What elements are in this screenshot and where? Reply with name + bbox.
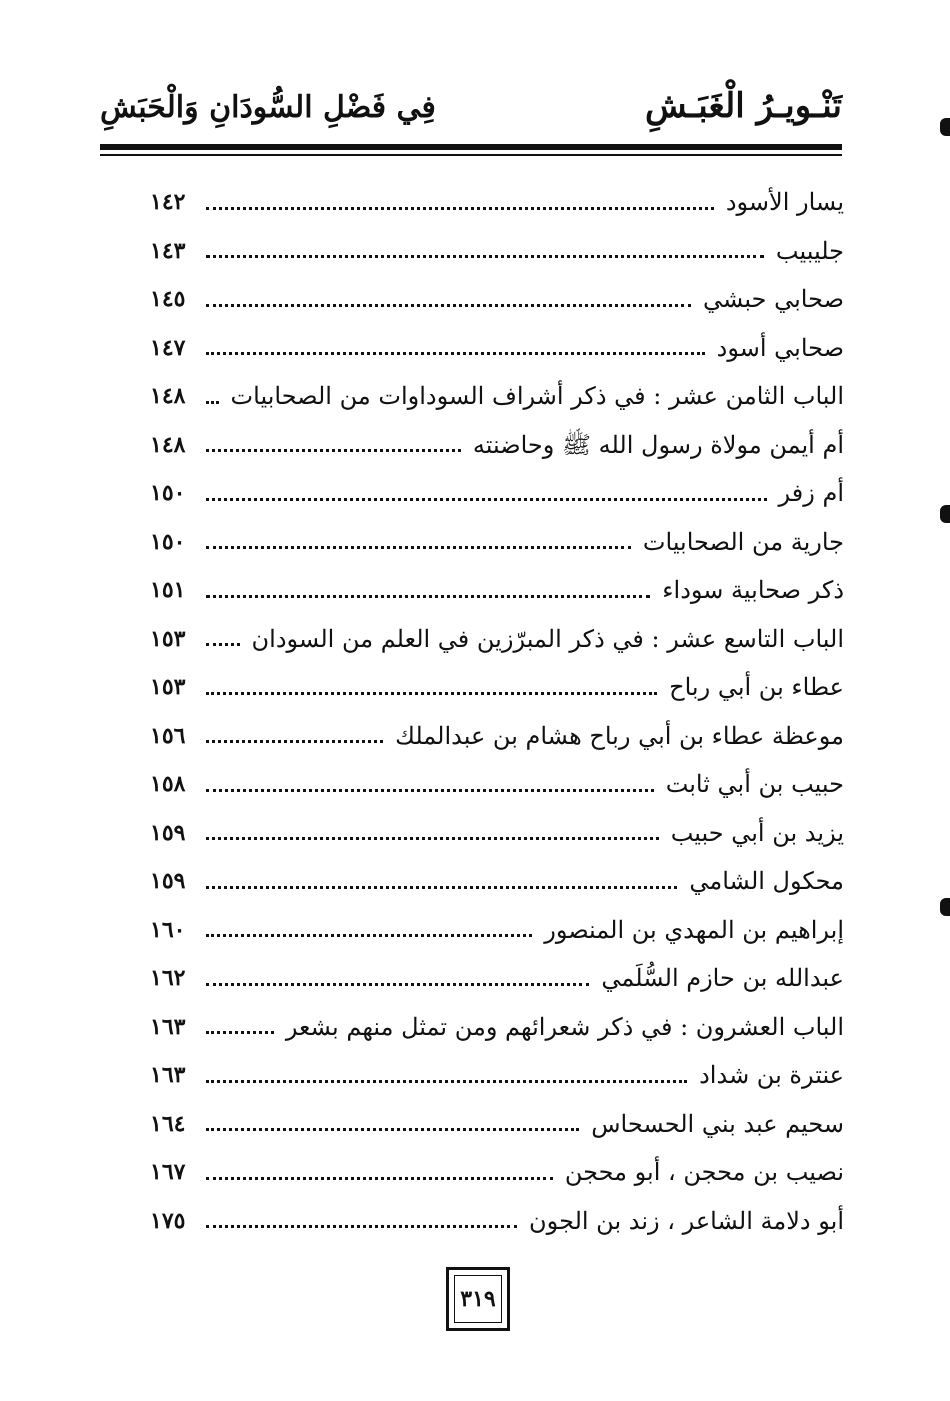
toc-entry-title: الباب الثامن عشر : في ذكر أشراف السوداوات من الصحابيات <box>230 382 844 411</box>
dot-leader <box>206 449 461 452</box>
toc-entry <box>150 954 844 1003</box>
toc-entry-page: ١٥٩ <box>150 819 186 846</box>
dot-leader <box>206 837 659 840</box>
toc-entry-title: نصيب بن محجن ، أبو محجن <box>564 1158 844 1187</box>
toc-entry-title: الباب التاسع عشر : في ذكر المبرّزين في العلم من السودان <box>251 624 844 653</box>
toc-entry <box>150 760 844 809</box>
toc-entry-title: عطاء بن أبي رباح <box>669 673 844 702</box>
toc-entry-title: أبو دلامة الشاعر ، زند بن الجون <box>529 1206 844 1235</box>
toc-entry-page: ١٧٥ <box>150 1207 186 1234</box>
toc-entry <box>150 275 844 324</box>
toc-entry-title: صحابي أسود <box>716 333 844 362</box>
dot-leader <box>206 789 654 792</box>
toc-chapter-entry <box>150 1003 844 1052</box>
dot-leader <box>206 1080 687 1083</box>
toc-entry-page: ١٤٨ <box>150 383 186 410</box>
toc-entry <box>150 906 844 955</box>
dot-leader <box>206 886 677 889</box>
dot-leader <box>206 692 657 695</box>
dot-leader <box>206 1225 517 1228</box>
toc-entry-title: حبيب بن أبي ثابت <box>665 770 844 799</box>
toc-entry-title: يسار الأسود <box>725 188 844 217</box>
toc-entry-title: صحابي حبشي <box>703 285 844 314</box>
toc-entry-page: ١٦٢ <box>150 965 186 992</box>
toc-entry-title: عبدالله بن حازم السُّلَمي <box>601 964 844 993</box>
running-header <box>100 82 842 138</box>
toc-entry <box>150 1100 844 1149</box>
toc-entry <box>150 469 844 518</box>
toc-entry-page: ١٥٨ <box>150 771 186 798</box>
toc-entry-page: ١٤٨ <box>150 431 186 458</box>
toc-entry <box>150 324 844 373</box>
toc-entry-title: سحيم عبد بني الحسحاس <box>591 1109 844 1138</box>
toc-entry-page: ١٦٧ <box>150 1159 186 1186</box>
toc-entry-title: موعظة عطاء بن أبي رباح هشام بن عبدالملك <box>395 721 844 750</box>
dot-leader <box>206 546 631 549</box>
page-number: ٣١٩ <box>460 1286 496 1312</box>
toc-entry-page: ١٦٤ <box>150 1110 186 1137</box>
dot-leader <box>206 643 240 646</box>
dot-leader <box>206 983 589 986</box>
toc-entry <box>150 227 844 276</box>
dot-leader <box>206 498 767 501</box>
toc-entry-page: ١٥٠ <box>150 480 186 507</box>
toc-entry <box>150 809 844 858</box>
dot-leader <box>206 255 764 258</box>
toc-chapter-entry <box>150 615 844 664</box>
dot-leader <box>206 1177 553 1180</box>
toc-entry-page: ١٥٠ <box>150 528 186 555</box>
toc-entry-title: جليبيب <box>775 236 844 265</box>
toc-entry-page: ١٦٣ <box>150 1062 186 1089</box>
margin-mark <box>940 118 950 136</box>
book-subtitle: فِي فَضْلِ السُّودَانِ وَالْحَبَشِ <box>100 90 436 125</box>
dot-leader <box>206 207 714 210</box>
margin-mark <box>940 898 950 916</box>
toc-entry-page: ١٦٣ <box>150 1013 186 1040</box>
toc-entry <box>150 712 844 761</box>
toc-entry <box>150 663 844 712</box>
toc-entry-title: أم زفر <box>778 479 844 508</box>
toc-entry <box>150 1197 844 1246</box>
toc-entry-title: جارية من الصحابيات <box>642 527 844 556</box>
toc-entry-page: ١٥٣ <box>150 625 186 652</box>
toc-entry-title: ذكر صحابية سوداء <box>662 576 844 605</box>
toc-entry-page: ١٤٣ <box>150 237 186 264</box>
toc-entry <box>150 421 844 470</box>
toc-entry-page: ١٤٢ <box>150 189 186 216</box>
dot-leader <box>206 934 532 937</box>
dot-leader <box>206 740 383 743</box>
dot-leader <box>206 352 705 355</box>
toc-entry-title: إبراهيم بن المهدي بن المنصور <box>544 915 844 944</box>
table-of-contents <box>150 178 844 1245</box>
toc-entry-title: أم أيمن مولاة رسول الله ﷺ وحاضنته <box>472 430 844 459</box>
header-rule-thin <box>100 154 842 156</box>
toc-entry <box>150 1051 844 1100</box>
dot-leader <box>206 401 219 404</box>
toc-entry-title: الباب العشرون : في ذكر شعرائهم ومن تمثل منهم بشعر <box>285 1012 844 1041</box>
toc-entry-page: ١٤٧ <box>150 334 186 361</box>
toc-entry-page: ١٤٥ <box>150 286 186 313</box>
page-number-frame <box>446 1267 510 1331</box>
toc-entry-page: ١٥٣ <box>150 674 186 701</box>
dot-leader <box>206 304 691 307</box>
toc-entry-page: ١٥١ <box>150 577 186 604</box>
book-title: تَنْـويـرُ الْغَبَـشِ <box>644 86 842 126</box>
toc-chapter-entry <box>150 372 844 421</box>
toc-entry-title: محكول الشامي <box>689 867 844 896</box>
toc-entry <box>150 518 844 567</box>
toc-entry-page: ١٦٠ <box>150 916 186 943</box>
toc-entry-page: ١٥٦ <box>150 722 186 749</box>
toc-entry-title: يزيد بن أبي حبيب <box>670 818 844 847</box>
toc-entry-page: ١٥٩ <box>150 868 186 895</box>
toc-entry <box>150 1148 844 1197</box>
dot-leader <box>206 1128 579 1131</box>
margin-mark <box>940 505 950 523</box>
toc-entry <box>150 566 844 615</box>
toc-entry <box>150 178 844 227</box>
toc-entry <box>150 857 844 906</box>
header-rule-thick <box>100 144 842 150</box>
dot-leader <box>206 595 650 598</box>
toc-entry-title: عنترة بن شداد <box>699 1061 844 1090</box>
dot-leader <box>206 1031 274 1034</box>
